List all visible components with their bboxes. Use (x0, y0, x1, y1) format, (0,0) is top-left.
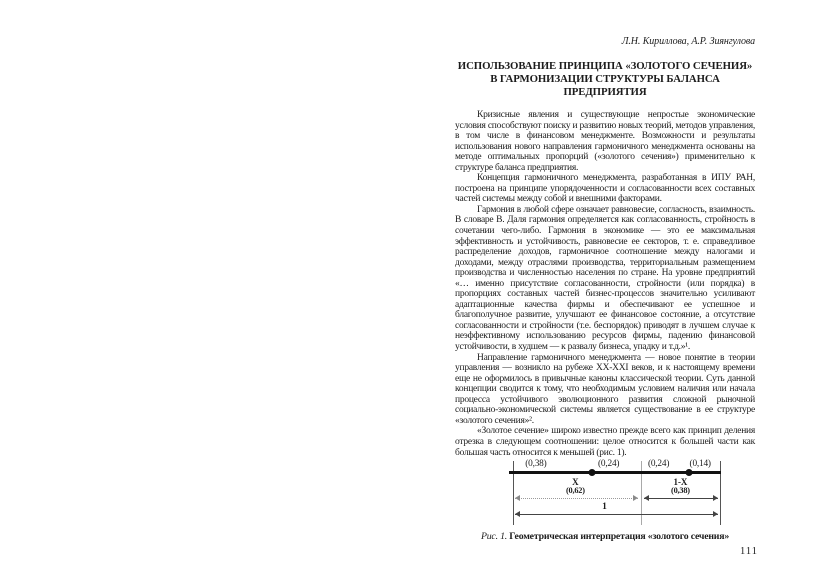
measure-arrow-total (515, 514, 718, 515)
article-body (455, 110, 755, 458)
sub-segment-label: (0,38) (525, 459, 547, 470)
paragraph: «Золотое сечение» широко известно прежде всего как принцип деления отрезка в следующем соотношении: целое относится к большей части как большая часть относится к меньшей (рис. 1). (455, 426, 755, 458)
segment-x-name: X (572, 477, 579, 488)
golden-point-dot (685, 469, 692, 476)
figure-caption-number: Рис. 1. (480, 531, 508, 543)
sub-segment-label: (0,14) (689, 459, 711, 470)
segment-1x-name: 1-X (673, 477, 688, 488)
segment-x-value: (0,62) (565, 486, 585, 496)
sub-segment-label: (0,24) (647, 459, 670, 470)
paragraph: Гармония в любой сфере означает равновесие, согласность, взаимность. В словаре В. Даля гармония определяется как согласованность, стройность в сочетании чего-либо. Гармония в экономике — это ее максимальная эффективность и устойчивость, равновесие ее секторов, т. е. справедливое распределение доходов, гармоничное соотношение между налогами и доходами, между отраслями производства, территориальным размещением производства и численностью населения по стране. На уровне предприятий «… именно присутствие согласованности, стройности (или порядка) в пропорциях составных частей бизнес-процессов значительно усиливают адаптационные качества фирмы и обеспечивают ее успешное и благополучное развитие, улучшают ее финансовое состояние, а отсутствие согласованности и стройности (т.е. беспорядок) приводят в лучшем случае к неэффективному использованию ресурсов фирмы, падению финансовой устойчивости, в худшем — к развалу бизнеса, упадку и т.д.»¹. (455, 204, 755, 353)
article-title-line-2: В ГАРМОНИЗАЦИИ СТРУКТУРЫ БАЛАНСА ПРЕДПРИЯТИЯ (490, 73, 720, 98)
sub-segment-label: (0,24) (598, 459, 620, 470)
article-title-line-1: ИСПОЛЬЗОВАНИЕ ПРИНЦИПА «ЗОЛОТОГО СЕЧЕНИЯ» (457, 60, 753, 72)
figure-caption-text: Геометрическая интерпретация «золотого сечения» (509, 531, 730, 543)
page-number: 111 (740, 546, 758, 557)
golden-point-dot (589, 469, 596, 476)
figure-golden-section-diagram (513, 461, 721, 525)
author-line: Л.Н. Кириллова, А.Р. Зиянгулова (621, 36, 755, 47)
paragraph: Концепция гармоничного менеджмента, разработанная в ИПУ РАН, построена на принципе упорядоченности и согласованности всех составных частей системы между собой и внешними факторами. (455, 173, 755, 205)
total-segment-label: 1 (602, 502, 607, 513)
segment-1x-value: (0,38) (671, 486, 690, 496)
measure-arrow-1x (644, 498, 718, 499)
paragraph: Кризисные явления и существующие непростые экономические условия способствуют поиску и развитию новых теорий, методов управления, в том числе в финансовом менеджменте. Возможности и результаты использования нового направления гармоничного менеджмента основаны на методе оптимальных пропорций («золотого сечения») применительно к структуре баланса предприятия. (455, 110, 755, 173)
figure-caption (455, 531, 755, 542)
text-column (455, 36, 755, 542)
measure-arrow-x (515, 498, 638, 499)
paragraph: Направление гармоничного менеджмента — новое понятие в теории управления — возникло на рубеже XX-XXI веков, и к настоящему времени еще не оформилось в привычные каноны классической теории. Суть данной концепции сводится к тому, что необходимым условием наличия или начала процесса устойчивого эволюционного развития сложной рыночной социально-экономической системы является существование в ее структуре «золотого сечения»². (455, 352, 755, 426)
article-title (455, 60, 755, 99)
